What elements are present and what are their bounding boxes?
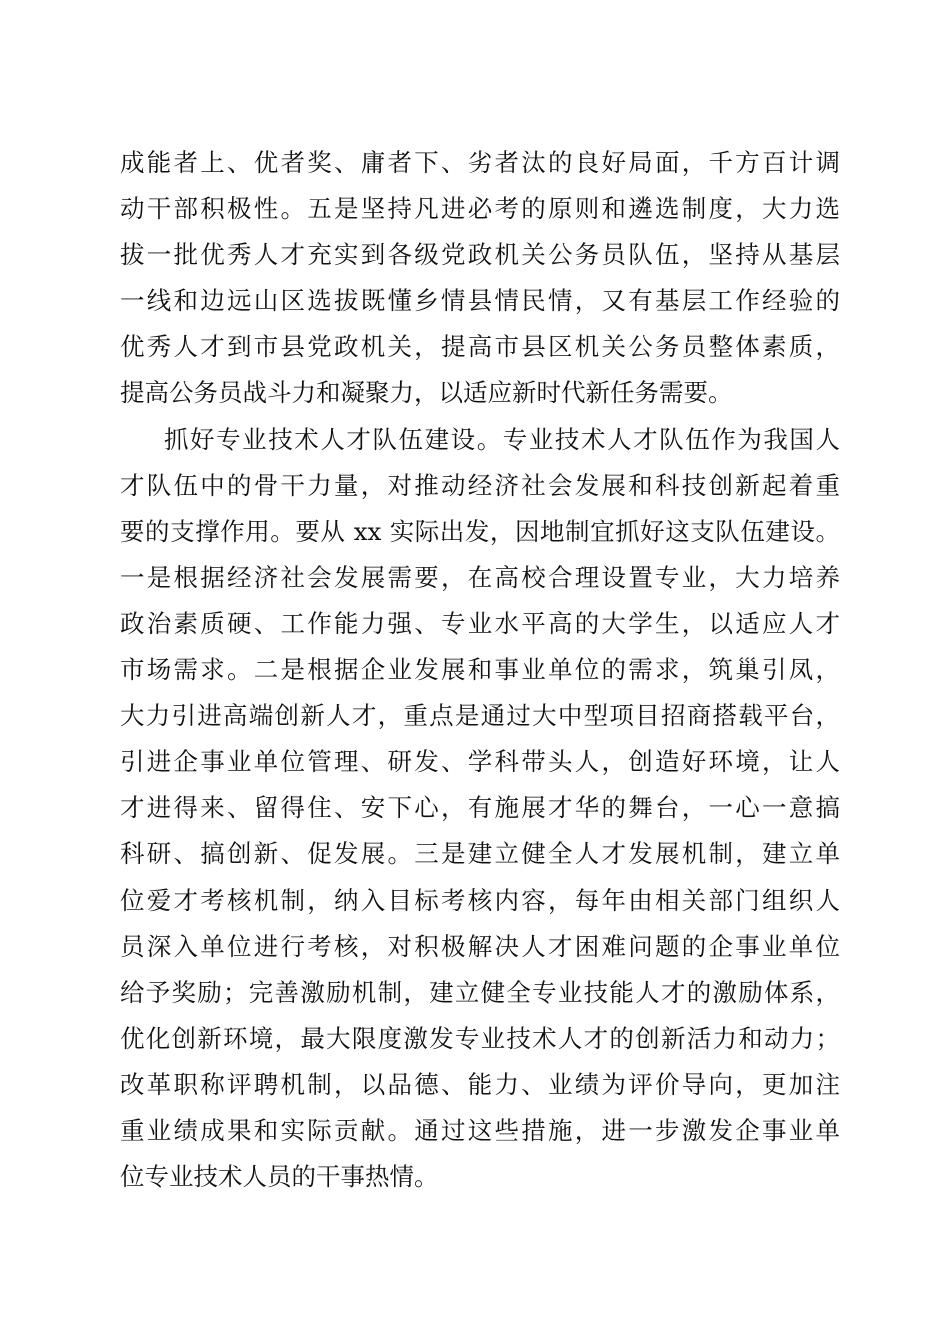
text-line: 员深入单位进行考核，对积极解决人才困难问题的企事业单位 (120, 931, 840, 961)
text-line: 提高公务员战斗力和凝聚力，以适应新时代新任务需要。 (120, 378, 733, 408)
text-line: 重业绩成果和实际贡献。通过这些措施，进一步激发企事业单 (120, 1115, 840, 1145)
text-line: 科研、搞创新、促发展。三是建立健全人才发展机制，建立单 (120, 839, 840, 869)
text-line: 市场需求。二是根据企业发展和事业单位的需求，筑巢引凤， (120, 655, 840, 685)
text-line: 改革职称评聘机制，以品德、能力、业绩为评价导向，更加注 (120, 1069, 840, 1099)
text-line: 大力引进高端创新人才，重点是通过大中型项目招商搭载平台， (120, 701, 840, 731)
text-line: 优秀人才到市县党政机关，提高市县区机关公务员整体素质， (120, 332, 840, 362)
text-line: 才进得来、留得住、安下心，有施展才华的舞台，一心一意搞 (120, 793, 840, 823)
text-line: 给予奖励；完善激励机制，建立健全专业技能人才的激励体系， (120, 977, 840, 1007)
text-line: 成能者上、优者奖、庸者下、劣者汰的良好局面，千方百计调 (120, 148, 840, 177)
text-line: 要的支撑作用。要从 xx 实际出发，因地制宜抓好这支队伍建设。 (120, 516, 840, 546)
text-line: 优化创新环境，最大限度激发专业技术人才的创新活力和动力； (120, 1023, 840, 1053)
paragraph-civil-servants (120, 140, 840, 417)
document-body (120, 140, 840, 1200)
text-line: 一线和边远山区选拔既懂乡情县情民情，又有基层工作经验的 (120, 286, 840, 316)
text-line: 抓好专业技术人才队伍建设。专业技术人才队伍作为我国人 (164, 424, 840, 454)
paragraph-technical-talent (120, 417, 840, 1201)
text-line: 拔一批优秀人才充实到各级党政机关公务员队伍，坚持从基层 (120, 240, 840, 270)
text-line: 政治素质硬、工作能力强、专业水平高的大学生，以适应人才 (120, 608, 840, 638)
text-line: 一是根据经济社会发展需要，在高校合理设置专业，大力培养 (120, 562, 840, 592)
text-line: 引进企事业单位管理、研发、学科带头人，创造好环境，让人 (120, 747, 840, 777)
text-line: 才队伍中的骨干力量，对推动经济社会发展和科技创新起着重 (120, 470, 840, 500)
text-line: 位专业技术人员的干事热情。 (120, 1162, 439, 1192)
text-line: 动干部积极性。五是坚持凡进必考的原则和遴选制度，大力选 (120, 194, 840, 224)
text-line: 位爱才考核机制，纳入目标考核内容，每年由相关部门组织人 (120, 885, 840, 915)
